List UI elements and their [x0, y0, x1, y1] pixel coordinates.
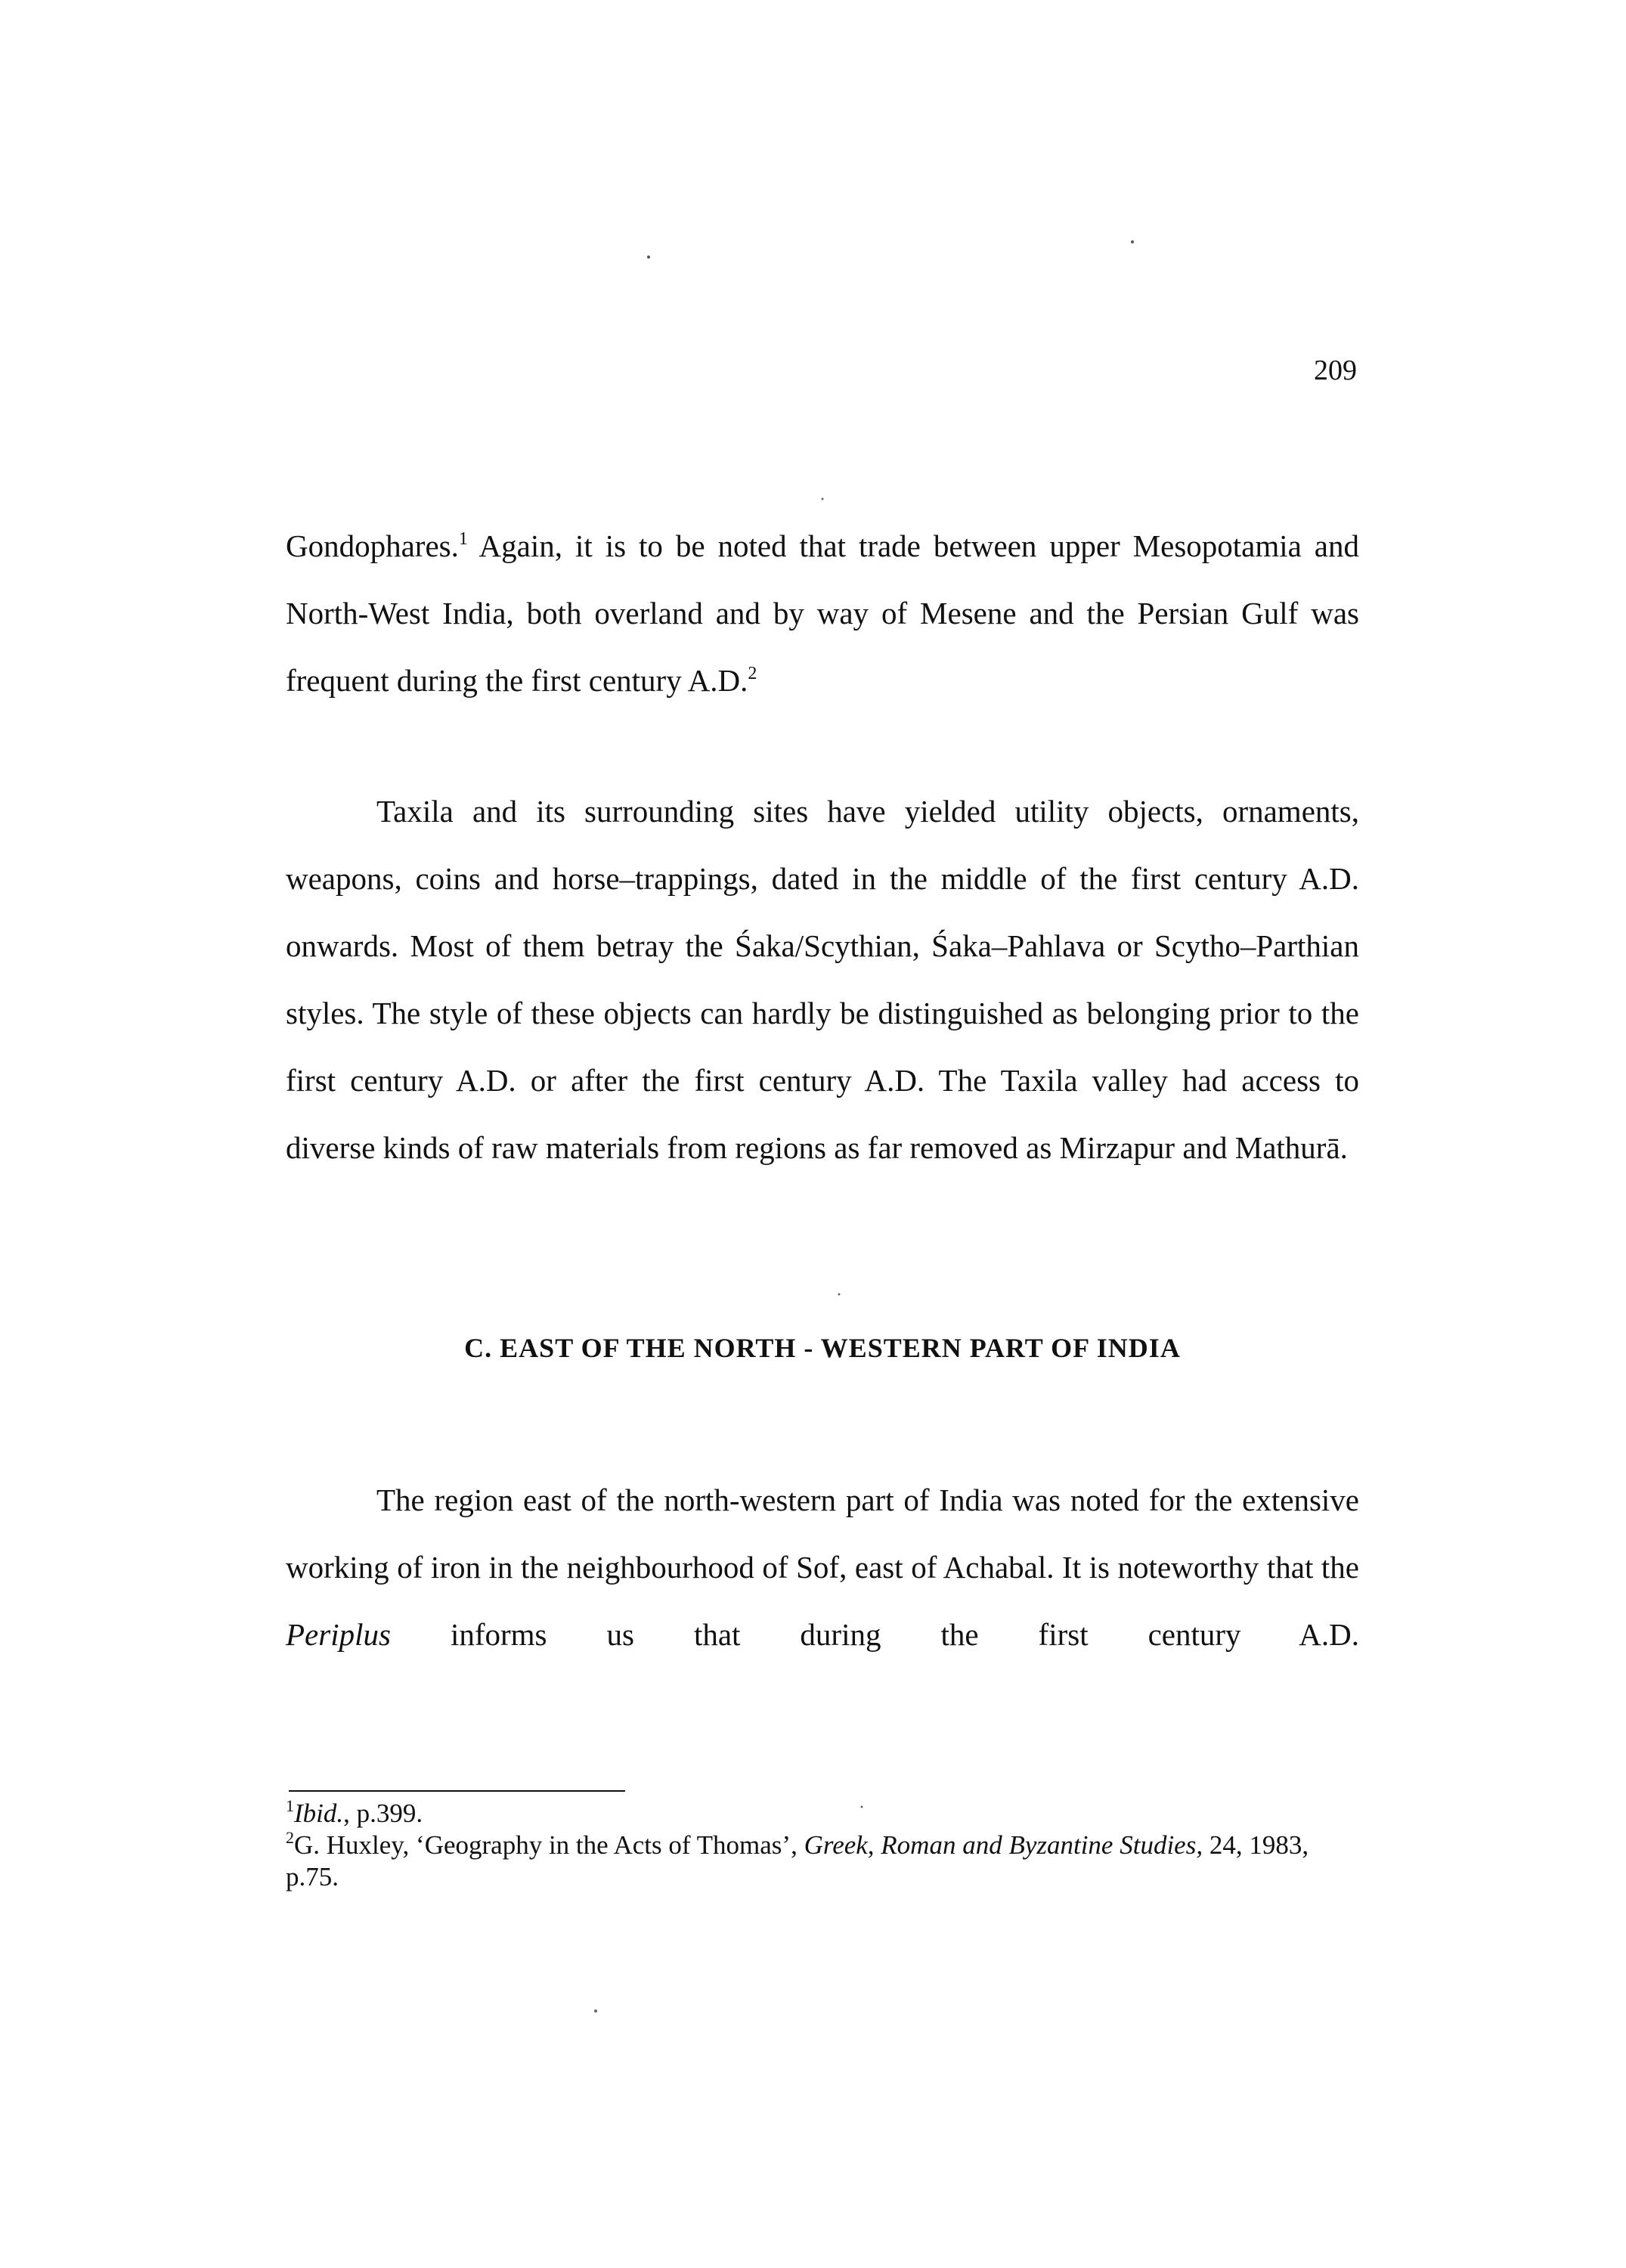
paragraph: Taxila and its surrounding sites have yielded utility objects, ornaments, weapons, coins and horse–trappings, dated in the middle of the first century A.D. onwards. Most of them betray the Śaka/Scythian, Śaka–Pahlava or Scytho–Parthian styles. The style of these objects can hardly be distinguished as belonging prior to the first century A.D. or after the first century A.D. The Taxila valley had access to diverse kinds of raw materials from regions as far removed as Mirzapur and Mathurā.	[286, 794, 1359, 1165]
paragraph-text: Again, it is to be noted that trade between upper Mesopotamia and North-West India, both overland and by way of Mesene and the Persian Gulf was frequent during the first century A.D.	[286, 528, 1359, 698]
footnote-number: 2	[286, 1828, 294, 1847]
paragraph-text: Gondophares.	[286, 528, 459, 563]
footnote-ref: 1	[458, 529, 468, 549]
italic-title: Periplus	[286, 1617, 391, 1652]
page-number: 209	[1314, 355, 1357, 386]
footnote-text: , p.399.	[343, 1799, 423, 1828]
footnote-text: 24, 1983, p.75.	[286, 1830, 1309, 1892]
footnote-rule	[289, 1790, 625, 1792]
footnote-italic: Greek, Roman and Byzantine Studies,	[804, 1830, 1203, 1860]
footnote	[286, 1798, 1359, 1830]
footnote	[286, 1830, 1359, 1893]
paragraph-text: informs us that during the first century A.D.	[390, 1617, 1359, 1652]
footnote-italic: Ibid.	[294, 1799, 344, 1828]
paragraph-text: The region east of the north-western part of India was noted for the extensive working of iron in the neighbourhood of Sof, east of Achabal. It is noteworthy that the	[286, 1483, 1359, 1585]
footnotes	[286, 1798, 1359, 1893]
footnote-ref: 2	[748, 664, 757, 683]
paragraph	[286, 513, 1359, 714]
footnote-number: 1	[286, 1796, 294, 1815]
footnote-text: G. Huxley, ‘Geography in the Acts of Thomas’,	[294, 1830, 804, 1860]
paragraph	[286, 1467, 1359, 1668]
section-heading: C. EAST OF THE NORTH - WESTERN PART OF INDIA	[464, 1333, 1181, 1363]
